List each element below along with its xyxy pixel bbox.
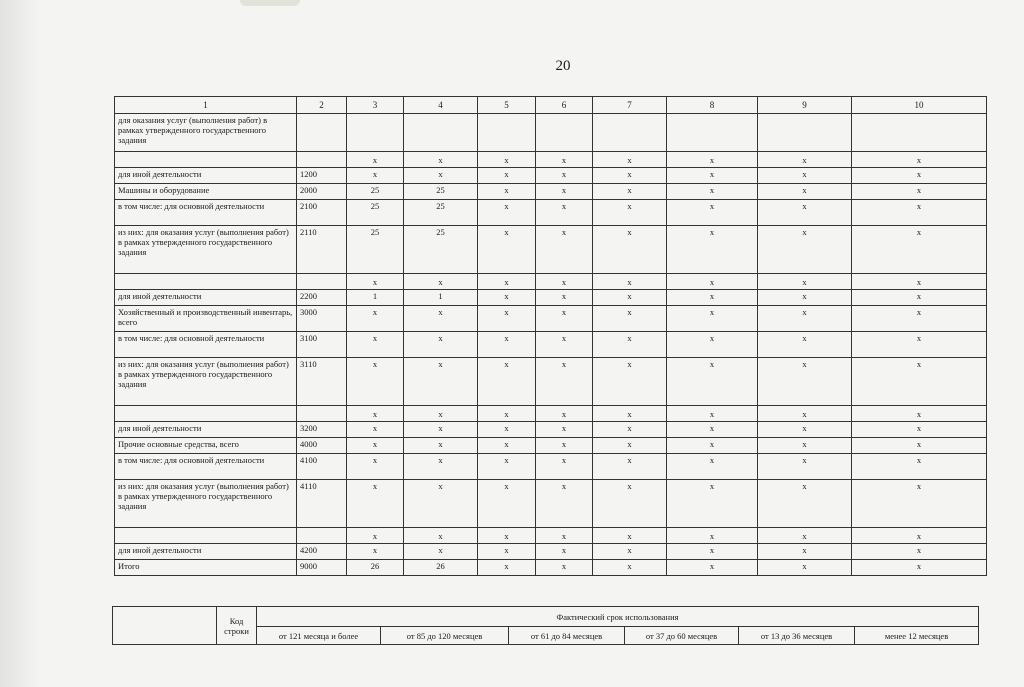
- table-cell: x: [667, 184, 758, 200]
- table-cell: x: [593, 332, 667, 358]
- row-code: 4200: [297, 544, 347, 560]
- table-cell: x: [758, 560, 852, 576]
- row-label: из них: для оказания услуг (выполнения работ) в рамках утвержденного государственного задания: [115, 358, 297, 406]
- table-cell: x: [593, 274, 667, 290]
- row-code: 3110: [297, 358, 347, 406]
- row-label: в том числе: для основной деятельности: [115, 454, 297, 480]
- column-header: 4: [404, 97, 478, 114]
- table-row: [115, 168, 987, 184]
- scan-edge-shadow: [0, 0, 40, 687]
- table-cell: 26: [404, 560, 478, 576]
- usage-period-table: [112, 606, 979, 645]
- table-cell: x: [852, 274, 987, 290]
- table-cell: x: [758, 454, 852, 480]
- row-label: [115, 406, 297, 422]
- table-cell: x: [347, 406, 404, 422]
- table-cell: x: [347, 358, 404, 406]
- table-cell: 1: [404, 290, 478, 306]
- table-cell: x: [404, 528, 478, 544]
- column-header: 1: [115, 97, 297, 114]
- row-code: 4110: [297, 480, 347, 528]
- table-cell: [593, 114, 667, 152]
- table-cell: 25: [347, 200, 404, 226]
- page-number: 20: [555, 58, 571, 74]
- table-cell: 26: [347, 560, 404, 576]
- row-label: из них: для оказания услуг (выполнения работ) в рамках утвержденного государственного задания: [115, 480, 297, 528]
- row-label: в том числе: для основной деятельности: [115, 200, 297, 226]
- table-cell: x: [478, 332, 536, 358]
- table-cell: x: [852, 290, 987, 306]
- table-cell: x: [347, 332, 404, 358]
- table-cell: [478, 114, 536, 152]
- table-cell: 1: [347, 290, 404, 306]
- table-cell: x: [852, 200, 987, 226]
- table-row: [115, 200, 987, 226]
- table-cell: x: [758, 544, 852, 560]
- table-cell: x: [478, 200, 536, 226]
- table-cell: x: [404, 332, 478, 358]
- table-cell: x: [667, 560, 758, 576]
- table-cell: x: [667, 226, 758, 274]
- table-cell: x: [667, 290, 758, 306]
- row-label: для иной деятельности: [115, 290, 297, 306]
- period-header: от 85 до 120 месяцев: [381, 627, 509, 645]
- code-column-header: Код строки: [217, 607, 257, 645]
- table-cell: [347, 114, 404, 152]
- table-cell: x: [593, 528, 667, 544]
- table-cell: x: [667, 454, 758, 480]
- column-header: 8: [667, 97, 758, 114]
- table-cell: x: [536, 290, 593, 306]
- table-cell: x: [347, 168, 404, 184]
- table-cell: x: [478, 406, 536, 422]
- row-label: Прочие основные средства, всего: [115, 438, 297, 454]
- row-label: [115, 528, 297, 544]
- scan-mark: [240, 0, 300, 6]
- row-code: 4000: [297, 438, 347, 454]
- table-cell: x: [536, 560, 593, 576]
- table-cell: x: [758, 358, 852, 406]
- table-cell: x: [852, 184, 987, 200]
- table-header-row: [115, 97, 987, 114]
- table-cell: x: [536, 226, 593, 274]
- table-cell: x: [593, 454, 667, 480]
- table-cell: x: [478, 306, 536, 332]
- table-cell: x: [852, 226, 987, 274]
- table-cell: x: [536, 544, 593, 560]
- table-cell: x: [667, 528, 758, 544]
- table-cell: x: [536, 152, 593, 168]
- table-cell: x: [667, 438, 758, 454]
- row-code: 9000: [297, 560, 347, 576]
- table-cell: x: [478, 226, 536, 274]
- table-cell: 25: [347, 226, 404, 274]
- table-cell: x: [593, 480, 667, 528]
- table-cell: x: [593, 152, 667, 168]
- table-cell: x: [404, 358, 478, 406]
- row-code: [297, 152, 347, 168]
- table-cell: 25: [347, 184, 404, 200]
- table-cell: x: [852, 560, 987, 576]
- table-cell: [536, 114, 593, 152]
- column-header: 3: [347, 97, 404, 114]
- table-cell: [404, 114, 478, 152]
- row-code: [297, 274, 347, 290]
- row-code: [297, 114, 347, 152]
- column-header: 5: [478, 97, 536, 114]
- period-header: от 13 до 36 месяцев: [739, 627, 855, 645]
- table-cell: [758, 114, 852, 152]
- table-cell: x: [593, 200, 667, 226]
- table-cell: x: [758, 422, 852, 438]
- period-header: от 61 до 84 месяцев: [509, 627, 625, 645]
- table-cell: x: [347, 306, 404, 332]
- table-row: [115, 544, 987, 560]
- table-cell: x: [404, 422, 478, 438]
- table-cell: x: [347, 438, 404, 454]
- table-cell: x: [758, 528, 852, 544]
- table-cell: x: [536, 528, 593, 544]
- table-cell: x: [478, 438, 536, 454]
- table-cell: x: [852, 544, 987, 560]
- table-cell: x: [536, 200, 593, 226]
- row-code: [297, 528, 347, 544]
- table-cell: x: [593, 184, 667, 200]
- column-header: 9: [758, 97, 852, 114]
- row-label: [115, 274, 297, 290]
- table-cell: x: [852, 438, 987, 454]
- table-cell: x: [852, 528, 987, 544]
- table-row: [115, 560, 987, 576]
- row-label: для иной деятельности: [115, 422, 297, 438]
- table-row: [115, 114, 987, 152]
- table-cell: x: [536, 406, 593, 422]
- table-row: [115, 454, 987, 480]
- row-code: 2000: [297, 184, 347, 200]
- table-cell: x: [478, 358, 536, 406]
- table-cell: x: [478, 168, 536, 184]
- table-cell: x: [536, 422, 593, 438]
- table-cell: x: [758, 200, 852, 226]
- table-cell: x: [404, 152, 478, 168]
- table-cell: x: [347, 454, 404, 480]
- row-label: Хозяйственный и производственный инвентарь, всего: [115, 306, 297, 332]
- table-cell: x: [852, 480, 987, 528]
- table-row: [115, 358, 987, 406]
- column-header: 7: [593, 97, 667, 114]
- table-cell: x: [347, 544, 404, 560]
- table-cell: x: [478, 454, 536, 480]
- table-cell: x: [667, 358, 758, 406]
- row-label: из них: для оказания услуг (выполнения работ) в рамках утвержденного государственного задания: [115, 226, 297, 274]
- table-row: [115, 152, 987, 168]
- table-cell: x: [478, 184, 536, 200]
- row-code: 3200: [297, 422, 347, 438]
- table-cell: x: [536, 438, 593, 454]
- table-cell: x: [667, 406, 758, 422]
- period-header: менее 12 месяцев: [855, 627, 979, 645]
- table-cell: x: [593, 560, 667, 576]
- row-label: Машины и оборудование: [115, 184, 297, 200]
- row-code: 1200: [297, 168, 347, 184]
- table-cell: x: [478, 274, 536, 290]
- table-cell: x: [758, 480, 852, 528]
- row-label: Итого: [115, 560, 297, 576]
- table-cell: x: [478, 152, 536, 168]
- table-cell: x: [667, 152, 758, 168]
- table-cell: x: [667, 168, 758, 184]
- table-cell: x: [758, 226, 852, 274]
- table-cell: x: [536, 480, 593, 528]
- table-cell: x: [404, 480, 478, 528]
- usage-header-row: [113, 607, 979, 627]
- column-header: 2: [297, 97, 347, 114]
- row-label: для иной деятельности: [115, 168, 297, 184]
- row-label: [115, 152, 297, 168]
- table-cell: x: [852, 406, 987, 422]
- table-cell: x: [593, 358, 667, 406]
- table-cell: x: [404, 306, 478, 332]
- table-cell: x: [758, 168, 852, 184]
- table-row: [115, 480, 987, 528]
- table-cell: x: [758, 332, 852, 358]
- table-cell: x: [536, 184, 593, 200]
- table-cell: x: [478, 422, 536, 438]
- table-cell: x: [852, 454, 987, 480]
- table-cell: x: [852, 168, 987, 184]
- table-cell: x: [478, 528, 536, 544]
- table-row: [115, 332, 987, 358]
- table-cell: x: [593, 168, 667, 184]
- table-cell: x: [478, 480, 536, 528]
- table-cell: x: [593, 290, 667, 306]
- blank-label-cell: [113, 607, 217, 645]
- table-cell: x: [536, 274, 593, 290]
- table-cell: x: [536, 454, 593, 480]
- table-cell: x: [758, 274, 852, 290]
- table-cell: x: [478, 290, 536, 306]
- table-cell: x: [667, 480, 758, 528]
- table-cell: x: [667, 306, 758, 332]
- period-header: от 37 до 60 месяцев: [625, 627, 739, 645]
- table-cell: x: [852, 422, 987, 438]
- table-row: [115, 406, 987, 422]
- table-cell: x: [758, 406, 852, 422]
- table-cell: x: [536, 332, 593, 358]
- table-cell: x: [593, 226, 667, 274]
- table-cell: [667, 114, 758, 152]
- table-cell: x: [404, 438, 478, 454]
- table-cell: x: [404, 406, 478, 422]
- table-cell: x: [347, 274, 404, 290]
- table-row: [115, 306, 987, 332]
- row-code: 3000: [297, 306, 347, 332]
- table-cell: x: [667, 200, 758, 226]
- column-header: 6: [536, 97, 593, 114]
- table-cell: 25: [404, 200, 478, 226]
- column-header: 10: [852, 97, 987, 114]
- table-cell: x: [404, 454, 478, 480]
- table-row: [115, 290, 987, 306]
- table-cell: x: [852, 152, 987, 168]
- table-cell: x: [667, 544, 758, 560]
- table-cell: x: [536, 358, 593, 406]
- table-cell: x: [536, 306, 593, 332]
- table-cell: x: [852, 332, 987, 358]
- table-cell: x: [667, 422, 758, 438]
- table-cell: x: [347, 152, 404, 168]
- table-cell: 25: [404, 184, 478, 200]
- table-cell: x: [852, 358, 987, 406]
- table-cell: x: [593, 544, 667, 560]
- table-cell: x: [404, 544, 478, 560]
- table-cell: x: [758, 290, 852, 306]
- period-group-header: Фактический срок использования: [257, 607, 979, 627]
- row-label: в том числе: для основной деятельности: [115, 332, 297, 358]
- table-cell: x: [404, 168, 478, 184]
- table-cell: x: [347, 528, 404, 544]
- table-cell: x: [593, 306, 667, 332]
- table-cell: x: [667, 274, 758, 290]
- table-row: [115, 184, 987, 200]
- table-cell: x: [536, 168, 593, 184]
- table-cell: x: [347, 480, 404, 528]
- row-code: 3100: [297, 332, 347, 358]
- table-cell: x: [404, 274, 478, 290]
- table-row: [115, 422, 987, 438]
- table-cell: x: [758, 306, 852, 332]
- table-row: [115, 226, 987, 274]
- table-cell: x: [593, 422, 667, 438]
- table-cell: x: [593, 406, 667, 422]
- table-cell: x: [852, 306, 987, 332]
- table-cell: x: [478, 560, 536, 576]
- table-row: [115, 274, 987, 290]
- table-cell: x: [347, 422, 404, 438]
- table-cell: 25: [404, 226, 478, 274]
- row-code: 2110: [297, 226, 347, 274]
- table-row: [115, 438, 987, 454]
- table-cell: x: [758, 438, 852, 454]
- table-cell: x: [593, 438, 667, 454]
- table-cell: x: [667, 332, 758, 358]
- fixed-assets-table: [114, 96, 987, 576]
- row-label: для иной деятельности: [115, 544, 297, 560]
- table-cell: x: [478, 544, 536, 560]
- row-code: 4100: [297, 454, 347, 480]
- row-label: для оказания услуг (выполнения работ) в рамках утвержденного государственного задания: [115, 114, 297, 152]
- row-code: 2200: [297, 290, 347, 306]
- row-code: 2100: [297, 200, 347, 226]
- period-header: от 121 месяца и более: [257, 627, 381, 645]
- table-cell: [852, 114, 987, 152]
- table-cell: x: [758, 184, 852, 200]
- table-cell: x: [758, 152, 852, 168]
- table-row: [115, 528, 987, 544]
- row-code: [297, 406, 347, 422]
